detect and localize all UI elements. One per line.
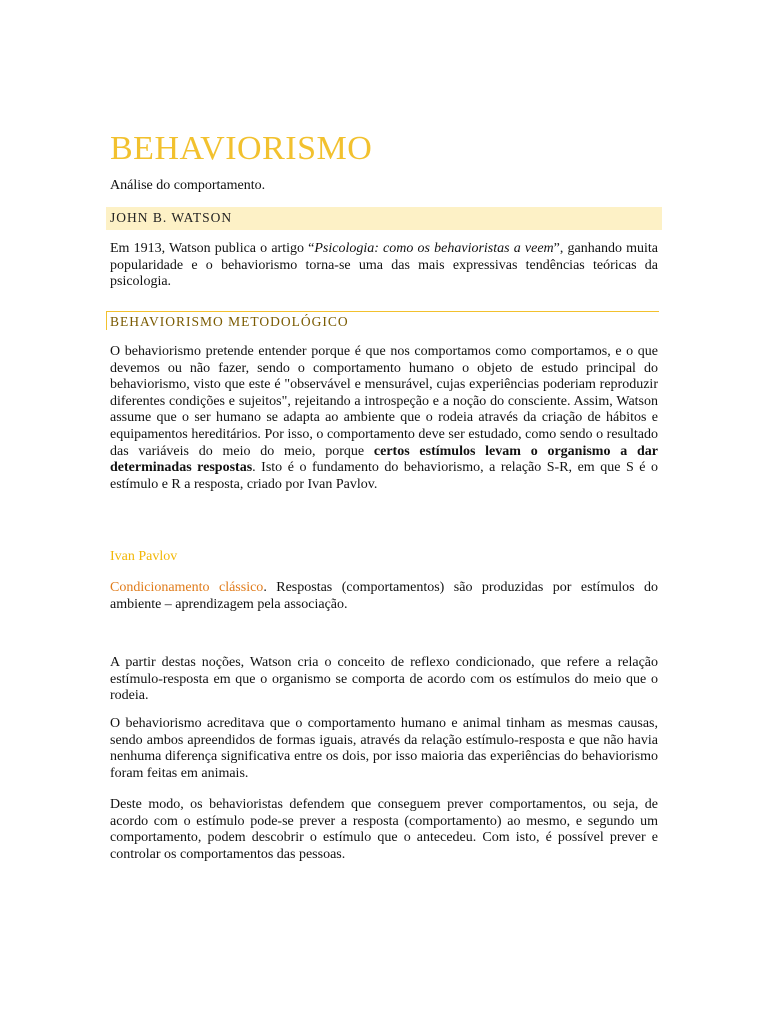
heading-ivan-pavlov: Ivan Pavlov bbox=[110, 549, 178, 564]
term-condicionamento-classico: Condicionamento clássico bbox=[110, 580, 264, 595]
document-title: BEHAVIORISMO bbox=[110, 130, 373, 167]
paragraph-watson-1913: Em 1913, Watson publica o artigo “Psicologia: como os behavioristas a veem”, ganhando muita popularidade e o behaviorismo torna-se uma das mais expressivas tendências teóricas da psicologia. bbox=[110, 241, 658, 290]
document-subtitle: Análise do comportamento. bbox=[110, 178, 266, 193]
bold-phrase: certos estímulos levam o organismo a dar determinadas respostas bbox=[110, 443, 658, 476]
paragraph-condicionamento: Condicionamento clássico. Respostas (comportamentos) são produzidas por estímulos do ambiente – aprendizagem pela associação. bbox=[110, 580, 658, 612]
article-title: Psicologia: como os behavioristas a veem bbox=[314, 241, 554, 256]
heading-behaviorismo-metodologico: BEHAVIORISMO METODOLÓGICO bbox=[110, 314, 349, 329]
heading-john-watson: JOHN B. WATSON bbox=[110, 210, 233, 225]
paragraph-behaviorismo-metodologico: O behaviorismo pretende entender porque é que nos comportamos como comportamos, e o que devemos ou não fazer, sendo o comportamento humano o objeto de estudo principal do behaviorismo, visto que este é "observável e mensurável, cujas experiências poderiam reproduzir diferentes condições e sujeitos", rejeitando a introspeção e a noção do consciente. Assim, Watson assume que o ser humano se adapta ao ambiente que o rodeia através da criação de hábitos e equipamentos hereditários. Por isso, o comportamento deve ser estudado, como sendo o resultado das variáveis do meio do meio, porque certos estímulos levam o organismo a dar determinadas respostas. Isto é o fundamento do behaviorismo, a relação S-R, em que S é o estímulo e R a resposta, criado por Ivan Pavlov. bbox=[110, 344, 658, 492]
paragraph-humano-animal: O behaviorismo acreditava que o comportamento humano e animal tinham as mesmas causas, sendo ambos apreendidos de formas iguais, através da relação estímulo-resposta e que não havia nenhuma diferença significativa entre os dois, por isso maioria das experiências do behaviorismo foram feitas em animais. bbox=[110, 716, 658, 781]
paragraph-reflexo-condicionado: A partir destas noções, Watson cria o conceito de reflexo condicionado, que refere a relação estímulo-resposta em que o organismo se comporta de acordo com os estímulos do meio que o rodeia. bbox=[110, 655, 658, 704]
paragraph-prever-comportamentos: Deste modo, os behavioristas defendem que conseguem prever comportamentos, ou seja, de acordo com o estímulo pode-se prever a resposta (comportamento) ao mesmo, e segundo um comportamento, podem descobrir o estímulo que o antecedeu. Com isto, é possível prever e controlar os comportamentos das pessoas. bbox=[110, 797, 658, 862]
